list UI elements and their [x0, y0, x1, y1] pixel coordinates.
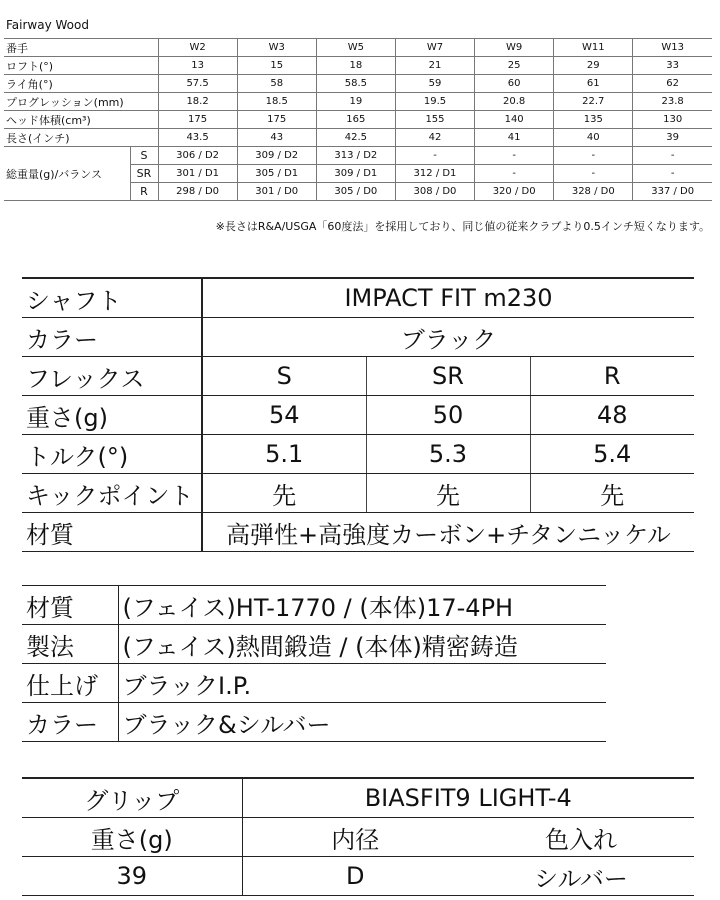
flex-label: S [130, 147, 158, 165]
shaft-color-label: カラー [22, 318, 202, 357]
spec-cell: 20.8 [475, 93, 554, 111]
grip-weight-label: 重さ(g) [22, 818, 242, 857]
head-label: 仕上げ [22, 664, 118, 703]
spec-cell: 61 [554, 75, 633, 93]
spec-cell: 19.5 [395, 93, 474, 111]
grip-color: シルバー [468, 857, 694, 896]
model-header: W9 [475, 39, 554, 57]
spec-cell: 21 [395, 57, 474, 75]
shaft-weight-label: 重さ(g) [22, 396, 202, 435]
weight-balance-label: 総重量(g)/バランス [4, 147, 130, 201]
weight-cell: 305 / D0 [316, 183, 395, 201]
weight-cell: - [554, 165, 633, 183]
table-row [4, 111, 712, 129]
weight-cell: 308 / D0 [395, 183, 474, 201]
spec-cell: 39 [633, 129, 712, 147]
weight-cell: 320 / D0 [475, 183, 554, 201]
spec-cell: 43 [237, 129, 316, 147]
shaft-flex-label: フレックス [22, 357, 202, 396]
table-row [22, 664, 606, 703]
weight-cell: - [395, 147, 474, 165]
weight-cell: 301 / D1 [158, 165, 237, 183]
shaft-kick: 先 [530, 474, 694, 513]
head-label: 製法 [22, 625, 118, 664]
spec-row-label: プログレッション(mm) [4, 93, 158, 111]
shaft-table [22, 277, 694, 552]
shaft-weight: 54 [202, 396, 366, 435]
spec-cell: 29 [554, 57, 633, 75]
table-row [4, 93, 712, 111]
spec-row-label: ヘッド体積(cm³) [4, 111, 158, 129]
flex-label: R [130, 183, 158, 201]
spec-cell: 18.5 [237, 93, 316, 111]
spec-cell: 130 [633, 111, 712, 129]
shaft-torque: 5.1 [202, 435, 366, 474]
spec-cell: 62 [633, 75, 712, 93]
weight-cell: - [633, 147, 712, 165]
head-value: (フェイス)HT-1770 / (本体)17-4PH [118, 586, 606, 625]
spec-cell: 140 [475, 111, 554, 129]
weight-cell: 313 / D2 [316, 147, 395, 165]
table-row [22, 278, 694, 318]
shaft-flex: S [202, 357, 366, 396]
spec-cell: 18 [316, 57, 395, 75]
table-row [4, 147, 712, 165]
shaft-torque-label: トルク(°) [22, 435, 202, 474]
spec-cell: 135 [554, 111, 633, 129]
head-value: (フェイス)熱間鍛造 / (本体)精密鋳造 [118, 625, 606, 664]
model-header: W7 [395, 39, 474, 57]
model-header: W2 [158, 39, 237, 57]
table-row [22, 818, 694, 857]
head-label: 材質 [22, 586, 118, 625]
spec-cell: 15 [237, 57, 316, 75]
weight-cell: 309 / D2 [237, 147, 316, 165]
spec-cell: 58.5 [316, 75, 395, 93]
shaft-kick: 先 [366, 474, 530, 513]
spec-row-label: 長さ(インチ) [4, 129, 158, 147]
header-label: 番手 [4, 39, 158, 57]
grip-label: グリップ [22, 778, 242, 818]
table-row [22, 778, 694, 818]
table-row [4, 75, 712, 93]
grip-weight: 39 [22, 857, 242, 896]
model-header: W11 [554, 39, 633, 57]
grip-inner-label: 内径 [242, 818, 468, 857]
head-label: カラー [22, 703, 118, 742]
table-row [22, 357, 694, 396]
spec-cell: 23.8 [633, 93, 712, 111]
weight-cell: 328 / D0 [554, 183, 633, 201]
weight-cell: - [633, 165, 712, 183]
spec-cell: 18.2 [158, 93, 237, 111]
weight-cell: 298 / D0 [158, 183, 237, 201]
spec-cell: 40 [554, 129, 633, 147]
spec-cell: 43.5 [158, 129, 237, 147]
table-row [22, 474, 694, 513]
weight-cell: 306 / D2 [158, 147, 237, 165]
weight-cell: - [475, 165, 554, 183]
spec-cell: 60 [475, 75, 554, 93]
flex-label: SR [130, 165, 158, 183]
spec-cell: 175 [237, 111, 316, 129]
shaft-kick: 先 [202, 474, 366, 513]
shaft-torque: 5.3 [366, 435, 530, 474]
spec-table [4, 38, 712, 201]
spec-cell: 57.5 [158, 75, 237, 93]
spec-cell: 59 [395, 75, 474, 93]
weight-cell: 301 / D0 [237, 183, 316, 201]
shaft-material-label: 材質 [22, 513, 202, 552]
table-row [4, 129, 712, 147]
spec-row-label: ライ角(°) [4, 75, 158, 93]
shaft-flex: SR [366, 357, 530, 396]
shaft-color: ブラック [202, 318, 694, 357]
table-row [22, 586, 606, 625]
table-row [22, 857, 694, 896]
grip-table [22, 777, 694, 896]
spec-cell: 155 [395, 111, 474, 129]
model-header: W5 [316, 39, 395, 57]
table-row [4, 39, 712, 57]
table-row [22, 396, 694, 435]
shaft-name: IMPACT FIT m230 [202, 278, 694, 318]
grip-color-label: 色入れ [468, 818, 694, 857]
model-header: W3 [237, 39, 316, 57]
head-table [22, 585, 606, 742]
spec-cell: 175 [158, 111, 237, 129]
grip-inner: D [242, 857, 468, 896]
spec-title: Fairway Wood [6, 18, 89, 32]
weight-cell: 309 / D1 [316, 165, 395, 183]
grip-name: BIASFIT9 LIGHT-4 [242, 778, 694, 818]
head-value: ブラック&シルバー [118, 703, 606, 742]
table-row [22, 625, 606, 664]
spec-note: ※長さはR&A/USGA「60度法」を採用しており、同じ値の従来クラブより0.5インチ短くなります。 [215, 220, 710, 233]
shaft-label: シャフト [22, 278, 202, 318]
shaft-kick-label: キックポイント [22, 474, 202, 513]
weight-cell: 312 / D1 [395, 165, 474, 183]
spec-cell: 19 [316, 93, 395, 111]
spec-cell: 41 [475, 129, 554, 147]
shaft-torque: 5.4 [530, 435, 694, 474]
table-row [22, 435, 694, 474]
spec-cell: 42.5 [316, 129, 395, 147]
spec-cell: 33 [633, 57, 712, 75]
head-value: ブラックI.P. [118, 664, 606, 703]
shaft-weight: 50 [366, 396, 530, 435]
spec-cell: 25 [475, 57, 554, 75]
weight-cell: - [475, 147, 554, 165]
table-row [22, 513, 694, 552]
shaft-material: 高弾性+高強度カーボン+チタンニッケル [202, 513, 694, 552]
weight-cell: 305 / D1 [237, 165, 316, 183]
spec-cell: 165 [316, 111, 395, 129]
shaft-weight: 48 [530, 396, 694, 435]
spec-cell: 58 [237, 75, 316, 93]
table-row [22, 318, 694, 357]
table-row [4, 57, 712, 75]
model-header: W13 [633, 39, 712, 57]
shaft-flex: R [530, 357, 694, 396]
table-row [22, 703, 606, 742]
spec-row-label: ロフト(°) [4, 57, 158, 75]
weight-cell: 337 / D0 [633, 183, 712, 201]
spec-cell: 13 [158, 57, 237, 75]
spec-cell: 42 [395, 129, 474, 147]
weight-cell: - [554, 147, 633, 165]
spec-cell: 22.7 [554, 93, 633, 111]
